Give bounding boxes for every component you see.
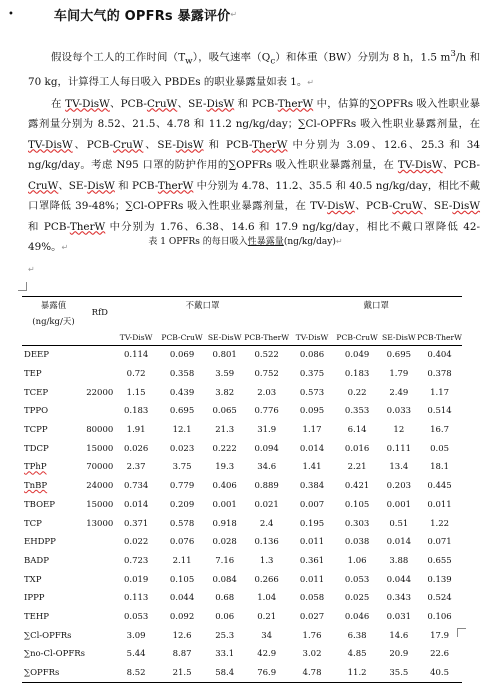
value-cell: 0.801 bbox=[212, 350, 237, 361]
table-row bbox=[22, 626, 462, 645]
value-cell: 0.084 bbox=[212, 574, 237, 585]
value-cell: 2.21 bbox=[347, 462, 367, 473]
value-cell: 0.038 bbox=[344, 537, 370, 548]
value-cell: 0.065 bbox=[212, 406, 237, 417]
value-cell: 6.38 bbox=[347, 630, 367, 641]
compound-cell: TCP bbox=[24, 518, 42, 529]
value-cell: 0.028 bbox=[212, 537, 237, 548]
value-cell: 22.6 bbox=[430, 649, 450, 660]
compound-cell: EHDPP bbox=[24, 537, 56, 548]
paragraph-mark-icon: ↵ bbox=[28, 264, 35, 274]
value-cell: 8.87 bbox=[172, 649, 192, 660]
value-cell: 0.889 bbox=[254, 481, 279, 492]
caption-underlined-text: 性暴露量 bbox=[247, 237, 284, 247]
value-cell: 0.016 bbox=[344, 443, 370, 454]
value-cell: 0.033 bbox=[386, 406, 412, 417]
paragraph-text-run: 、SE- bbox=[58, 179, 88, 192]
paragraph-text-run: CruW bbox=[146, 97, 178, 110]
paragraph-text-run: 和 PCB- bbox=[114, 179, 158, 192]
value-cell: 14.6 bbox=[389, 630, 409, 641]
value-cell: 1.06 bbox=[347, 555, 367, 566]
rfd-cell: 15000 bbox=[86, 443, 114, 454]
value-cell: 20.9 bbox=[389, 649, 409, 660]
paragraph-text-run: 中分别为 1.76、6.38、14.6 和 17.9 ng/kg/day，相比不戴口罩降低 42-49%。 bbox=[28, 220, 480, 254]
paragraph-text-run: 和 PCB- bbox=[203, 138, 252, 151]
value-cell: 0.06 bbox=[215, 611, 235, 622]
table-row bbox=[22, 645, 462, 664]
value-cell: 21.5 bbox=[158, 664, 207, 683]
value-cell: 3.02 bbox=[302, 649, 322, 660]
paragraph-text-run: 中分别为 4.78、11.2、35.5 和 40.5 ng/kg/day，相比不戴口罩降低 39-48%；∑Cl-OPFRs 吸入性职业暴露剂量，在 TV- bbox=[28, 179, 480, 213]
value-cell: 2.03 bbox=[257, 387, 277, 398]
value-cell: 0.001 bbox=[212, 499, 237, 510]
paragraph-mark-icon: ↵ bbox=[61, 243, 69, 253]
value-cell: 3.75 bbox=[172, 462, 192, 473]
value-cell: 0.071 bbox=[427, 537, 452, 548]
paragraph-text-run: TV-DisW bbox=[397, 159, 443, 172]
compound-cell: ∑no-Cl-OPFRs bbox=[24, 649, 85, 660]
header-site: PCB-CruW bbox=[158, 329, 207, 346]
rfd-cell bbox=[85, 552, 115, 571]
value-cell: 35.5 bbox=[381, 664, 418, 683]
value-cell: 0.001 bbox=[386, 499, 412, 510]
value-cell: 12 bbox=[393, 425, 405, 436]
table-row bbox=[22, 664, 462, 683]
paragraph-text-run: 中，估算的∑OPFRs 吸入性职业暴露剂量分别为 8.52、21.5、4.78 和 11.2 ng/kg/day；∑Cl-OPFRs 吸入性职业暴露剂量，在 bbox=[28, 97, 480, 131]
table-corner-mark bbox=[18, 282, 27, 291]
header-rfd: RfD bbox=[85, 297, 115, 330]
rfd-cell bbox=[85, 402, 115, 421]
rfd-cell: 15000 bbox=[86, 499, 114, 510]
table-container bbox=[22, 296, 462, 683]
value-cell: 1.17 bbox=[430, 387, 450, 398]
section-heading bbox=[8, 5, 237, 24]
value-cell: 0.522 bbox=[254, 350, 279, 361]
value-cell: 0.106 bbox=[427, 611, 452, 622]
value-cell: 4.85 bbox=[347, 649, 367, 660]
rfd-cell bbox=[85, 664, 115, 683]
paragraph-text-run: ），吸气速率（Q bbox=[192, 51, 271, 64]
rfd-cell bbox=[85, 533, 115, 552]
value-cell: 8.52 bbox=[115, 664, 158, 683]
value-cell: 0.053 bbox=[123, 611, 149, 622]
value-cell: 3.88 bbox=[389, 555, 409, 566]
header-blank bbox=[85, 329, 115, 346]
value-cell: 0.439 bbox=[169, 387, 195, 398]
paragraph-text-run: 、SE- bbox=[143, 138, 176, 151]
value-cell: 1.76 bbox=[302, 630, 322, 641]
value-cell: 0.203 bbox=[386, 481, 412, 492]
value-cell: 0.023 bbox=[169, 443, 195, 454]
value-cell: 2.4 bbox=[259, 518, 274, 529]
table-row bbox=[22, 421, 462, 440]
value-cell: 42.9 bbox=[257, 649, 277, 660]
table-body bbox=[22, 346, 462, 683]
paragraph-text-run: DisW bbox=[175, 138, 204, 151]
rfd-cell bbox=[85, 645, 115, 664]
table-caption bbox=[0, 234, 491, 247]
header-no-mask: 不戴口罩 bbox=[115, 297, 291, 314]
value-cell: 1.3 bbox=[259, 555, 274, 566]
value-cell: 0.022 bbox=[123, 537, 149, 548]
paragraph-text-run: CruW bbox=[28, 179, 59, 192]
compound-cell: TnBP bbox=[24, 481, 48, 492]
header-site: SE-DisW bbox=[381, 329, 418, 346]
value-cell: 0.723 bbox=[123, 555, 149, 566]
value-cell: 21.3 bbox=[215, 425, 235, 436]
table-row bbox=[22, 477, 462, 496]
value-cell: 0.026 bbox=[123, 443, 149, 454]
paragraph-text-run: c bbox=[270, 56, 276, 67]
value-cell: 0.031 bbox=[386, 611, 412, 622]
rfd-cell bbox=[85, 608, 115, 627]
compound-cell: IPPP bbox=[24, 593, 45, 604]
value-cell: 0.139 bbox=[427, 574, 452, 585]
value-cell: 0.105 bbox=[169, 574, 195, 585]
paragraph-text-run: 、SE- bbox=[177, 97, 207, 110]
table-row bbox=[22, 439, 462, 458]
value-cell: 0.044 bbox=[386, 574, 412, 585]
paragraph-text-run: w bbox=[185, 56, 193, 67]
value-cell: 0.011 bbox=[299, 574, 325, 585]
value-cell: 3.82 bbox=[215, 387, 235, 398]
compound-cell: TEP bbox=[24, 369, 42, 380]
compound-cell: BADP bbox=[24, 555, 49, 566]
compound-cell: ∑OPFRs bbox=[22, 664, 85, 683]
value-cell: 0.069 bbox=[169, 350, 195, 361]
rfd-cell bbox=[85, 365, 115, 384]
value-cell: 0.076 bbox=[169, 537, 195, 548]
rfd-cell: 13000 bbox=[86, 518, 114, 529]
paragraph-text-run: 、PCB- bbox=[109, 97, 147, 110]
compound-cell: TPPO bbox=[24, 406, 49, 417]
value-cell: 0.776 bbox=[254, 406, 279, 417]
value-cell: 0.353 bbox=[344, 406, 370, 417]
value-cell: 19.3 bbox=[215, 462, 235, 473]
value-cell: 0.183 bbox=[344, 369, 370, 380]
paragraph-text-run: TherW bbox=[157, 179, 194, 192]
value-cell: 0.524 bbox=[427, 593, 452, 604]
paragraph-text-run: CruW bbox=[113, 138, 144, 151]
table-row bbox=[22, 533, 462, 552]
paragraph-mark-icon: ↵ bbox=[230, 10, 238, 19]
value-cell: 0.209 bbox=[169, 499, 195, 510]
value-cell: 1.15 bbox=[126, 387, 146, 398]
header-with-mask: 戴口罩 bbox=[290, 297, 462, 314]
table-row bbox=[22, 589, 462, 608]
rfd-cell bbox=[85, 346, 115, 365]
value-cell: 0.019 bbox=[123, 574, 149, 585]
value-cell: 0.027 bbox=[299, 611, 325, 622]
paragraph-text-run: TherW bbox=[251, 138, 288, 151]
paragraph-text-run: 、SE- bbox=[422, 200, 453, 213]
value-cell: 0.752 bbox=[254, 369, 279, 380]
rfd-cell: 24000 bbox=[86, 481, 114, 492]
value-cell: 16.7 bbox=[430, 425, 450, 436]
value-cell: 0.358 bbox=[169, 369, 195, 380]
value-cell: 0.514 bbox=[427, 406, 452, 417]
value-cell: 4.78 bbox=[290, 664, 333, 683]
compound-cell: DEEP bbox=[24, 350, 49, 361]
value-cell: 0.21 bbox=[257, 611, 277, 622]
value-cell: 76.9 bbox=[243, 664, 291, 683]
table-row bbox=[22, 383, 462, 402]
table-row bbox=[22, 552, 462, 571]
value-cell: 0.578 bbox=[169, 518, 195, 529]
value-cell: 33.1 bbox=[215, 649, 235, 660]
value-cell: 40.5 bbox=[417, 664, 462, 683]
paragraph-text-run: TV-DisW bbox=[28, 138, 73, 151]
header-site: SE-DisW bbox=[206, 329, 243, 346]
value-cell: 7.16 bbox=[215, 555, 235, 566]
empty-paragraph bbox=[28, 259, 480, 281]
value-cell: 0.51 bbox=[389, 518, 409, 529]
rfd-cell: 80000 bbox=[86, 425, 114, 436]
value-cell: 0.05 bbox=[430, 443, 450, 454]
value-cell: 58.4 bbox=[206, 664, 243, 683]
value-cell: 0.049 bbox=[344, 350, 370, 361]
paragraph-1 bbox=[28, 44, 480, 94]
value-cell: 2.11 bbox=[172, 555, 192, 566]
value-cell: 0.384 bbox=[299, 481, 325, 492]
value-cell: 0.378 bbox=[427, 369, 452, 380]
value-cell: 3.09 bbox=[126, 630, 146, 641]
value-cell: 0.195 bbox=[299, 518, 325, 529]
value-cell: 0.011 bbox=[299, 537, 325, 548]
paragraph-text-run: 3 bbox=[450, 49, 456, 59]
paragraph-text-run: DisW bbox=[87, 179, 115, 192]
value-cell: 0.046 bbox=[344, 611, 370, 622]
value-cell: 0.343 bbox=[386, 593, 412, 604]
value-cell: 18.1 bbox=[430, 462, 450, 473]
value-cell: 0.183 bbox=[123, 406, 149, 417]
value-cell: 5.44 bbox=[126, 649, 146, 660]
value-cell: 1.04 bbox=[257, 593, 277, 604]
value-cell: 0.375 bbox=[299, 369, 325, 380]
paragraph-mark-icon: ↵ bbox=[335, 237, 343, 246]
value-cell: 0.361 bbox=[299, 555, 325, 566]
value-cell: 0.406 bbox=[212, 481, 237, 492]
value-cell: 0.014 bbox=[299, 443, 325, 454]
header-compound: 暴露值 bbox=[22, 297, 85, 314]
value-cell: 6.14 bbox=[347, 425, 367, 436]
value-cell: 34 bbox=[261, 630, 273, 641]
value-cell: 13.4 bbox=[389, 462, 409, 473]
value-cell: 1.22 bbox=[430, 518, 450, 529]
compound-cell: TPhP bbox=[24, 462, 47, 473]
caption-unit: (ng/kg/day) bbox=[283, 237, 336, 247]
value-cell: 0.22 bbox=[347, 387, 367, 398]
value-cell: 0.007 bbox=[299, 499, 325, 510]
table-row bbox=[22, 365, 462, 384]
paragraph-text-run: 和 PCB- bbox=[28, 220, 70, 233]
paragraph-text-run: 在 bbox=[51, 97, 66, 110]
paragraph-text-run: TherW bbox=[277, 97, 314, 110]
paragraph-text-run: 、PCB- bbox=[72, 138, 114, 151]
value-cell: 0.014 bbox=[386, 537, 412, 548]
header-unit: (ng/kg/天) bbox=[32, 317, 75, 327]
rfd-cell bbox=[85, 589, 115, 608]
compound-cell: TCPP bbox=[24, 425, 48, 436]
rfd-cell bbox=[85, 570, 115, 589]
header-site: PCB-TherW bbox=[243, 329, 291, 346]
value-cell: 0.053 bbox=[344, 574, 370, 585]
paragraph-text-run: CruW bbox=[392, 200, 423, 213]
value-cell: 0.011 bbox=[427, 499, 452, 510]
section-title: 车间大气的 OPFRs 暴露评价 bbox=[53, 9, 231, 24]
bullet-icon: • bbox=[8, 9, 14, 20]
value-cell: 0.114 bbox=[123, 350, 149, 361]
table-row bbox=[22, 608, 462, 627]
table-row bbox=[22, 458, 462, 477]
value-cell: 1.17 bbox=[302, 425, 322, 436]
value-cell: 0.095 bbox=[299, 406, 325, 417]
table-row bbox=[22, 496, 462, 515]
compound-cell: TEHP bbox=[24, 611, 50, 622]
paragraph-text-run: 中分别为 3.09、12.6、25.3 和 34 ng/kg/day。考虑 N95 口罩的防护作用的∑OPFRs 吸入性职业暴露剂量，在 bbox=[28, 138, 480, 172]
compound-cell: ∑Cl-OPFRs bbox=[24, 630, 72, 641]
value-cell: 2.49 bbox=[389, 387, 409, 398]
value-cell: 0.021 bbox=[254, 499, 279, 510]
paragraph-text-run: TherW bbox=[69, 220, 106, 233]
value-cell: 0.266 bbox=[254, 574, 279, 585]
header-site: TV-DisW bbox=[115, 329, 158, 346]
value-cell: 2.37 bbox=[126, 462, 146, 473]
value-cell: 0.111 bbox=[386, 443, 412, 454]
table-row bbox=[22, 570, 462, 589]
compound-cell: TCEP bbox=[24, 387, 49, 398]
value-cell: 0.105 bbox=[344, 499, 370, 510]
value-cell: 0.094 bbox=[254, 443, 279, 454]
value-cell: 34.6 bbox=[257, 462, 277, 473]
rfd-cell: 22000 bbox=[86, 387, 114, 398]
value-cell: 0.014 bbox=[123, 499, 149, 510]
value-cell: 0.734 bbox=[123, 481, 149, 492]
compound-cell: TXP bbox=[24, 574, 42, 585]
paragraph-text-run: ）和体重（BW）分别为 8 h，1.5 m bbox=[275, 51, 451, 64]
paragraph-text-run: 假设每个工人的工作时间（T bbox=[51, 51, 186, 64]
header-site: PCB-TherW bbox=[417, 329, 462, 346]
value-cell: 31.9 bbox=[257, 425, 277, 436]
table-row bbox=[22, 514, 462, 533]
value-cell: 0.058 bbox=[299, 593, 325, 604]
table-row bbox=[22, 346, 462, 365]
compound-cell: TDCP bbox=[24, 443, 49, 454]
value-cell: 0.72 bbox=[126, 369, 146, 380]
value-cell: 11.2 bbox=[334, 664, 381, 683]
paragraph-text-run: DisW bbox=[206, 97, 235, 110]
value-cell: 0.136 bbox=[254, 537, 279, 548]
paragraph-text-run: 、PCB- bbox=[354, 200, 393, 213]
value-cell: 1.91 bbox=[126, 425, 146, 436]
value-cell: 0.086 bbox=[299, 350, 325, 361]
compound-cell: TBOEP bbox=[24, 499, 55, 510]
value-cell: 0.222 bbox=[212, 443, 237, 454]
value-cell: 0.092 bbox=[169, 611, 195, 622]
value-cell: 0.573 bbox=[299, 387, 325, 398]
value-cell: 0.779 bbox=[169, 481, 195, 492]
exposure-table bbox=[22, 296, 462, 683]
value-cell: 1.79 bbox=[389, 369, 409, 380]
rfd-cell bbox=[85, 626, 115, 645]
paragraph-mark-icon: ↵ bbox=[307, 78, 314, 88]
header-site: PCB-CruW bbox=[334, 329, 381, 346]
value-cell: 25.3 bbox=[215, 630, 235, 641]
value-cell: 12.6 bbox=[172, 630, 192, 641]
value-cell: 3.59 bbox=[215, 369, 235, 380]
value-cell: 12.1 bbox=[172, 425, 192, 436]
paragraph-text-run: DisW bbox=[452, 200, 481, 213]
table-row bbox=[22, 402, 462, 421]
value-cell: 17.9 bbox=[430, 630, 450, 641]
value-cell: 0.445 bbox=[427, 481, 452, 492]
value-cell: 0.025 bbox=[344, 593, 370, 604]
value-cell: 0.303 bbox=[344, 518, 370, 529]
paragraph-text-run: /h 和 70 kg，计算得工人每日吸入 PBDEs 的职业暴露量如表 1。 bbox=[28, 51, 481, 89]
value-cell: 0.113 bbox=[123, 593, 149, 604]
value-cell: 1.41 bbox=[302, 462, 322, 473]
header-blank bbox=[22, 329, 85, 346]
value-cell: 0.044 bbox=[169, 593, 195, 604]
paragraph-text-run: 和 PCB- bbox=[234, 97, 278, 110]
value-cell: 0.918 bbox=[212, 518, 237, 529]
header-site: TV-DisW bbox=[290, 329, 333, 346]
value-cell: 0.68 bbox=[215, 593, 235, 604]
value-cell: 0.421 bbox=[344, 481, 370, 492]
value-cell: 0.371 bbox=[123, 518, 149, 529]
value-cell: 0.404 bbox=[427, 350, 452, 361]
paragraph-text-run: 、PCB- bbox=[442, 159, 481, 172]
value-cell: 0.695 bbox=[386, 350, 412, 361]
caption-text: 表 1 OPFRs 的每日吸入 bbox=[148, 237, 248, 247]
paragraph-text-run: DisW bbox=[327, 200, 355, 213]
paragraph-text-run: TV-DisW bbox=[65, 97, 110, 110]
value-cell: 0.655 bbox=[427, 555, 452, 566]
value-cell: 0.695 bbox=[169, 406, 195, 417]
rfd-cell: 70000 bbox=[86, 462, 114, 473]
